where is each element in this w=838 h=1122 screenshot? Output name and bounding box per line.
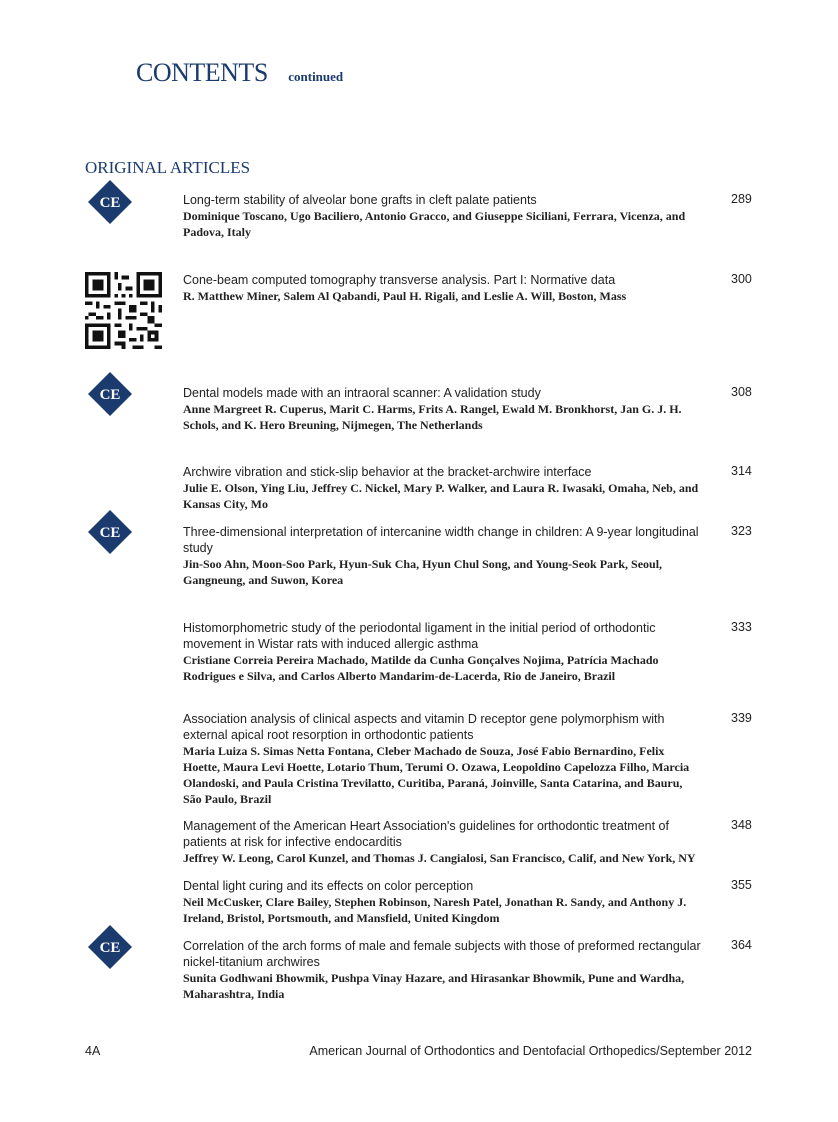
article-page-number: 323 [731, 524, 752, 538]
article-authors: R. Matthew Miner, Salem Al Qabandi, Paul H. Rigali, and Leslie A. Will, Boston, Mass [183, 289, 627, 303]
article-page-number: 364 [731, 938, 752, 952]
article-entry[interactable] [183, 711, 703, 807]
article-title[interactable]: Three-dimensional interpretation of intercanine width change in children: A 9-year longitudinal study [183, 525, 699, 555]
article-page-number: 300 [731, 272, 752, 286]
article-page-number: 289 [731, 192, 752, 206]
article-entry[interactable] [183, 878, 703, 926]
article-authors: Julie E. Olson, Ying Liu, Jeffrey C. Nickel, Mary P. Walker, and Laura R. Iwasaki, Omaha, Neb, and Kansas City, Mo [183, 481, 699, 511]
ce-label: CE [99, 940, 121, 956]
article-authors: Dominique Toscano, Ugo Baciliero, Antonio Gracco, and Giuseppe Siciliani, Ferrara, Vicenza, and Padova, Italy [183, 209, 686, 239]
article-page-number: 308 [731, 385, 752, 399]
article-title[interactable]: Correlation of the arch forms of male and female subjects with those of preformed rectangular nickel-titanium archwires [183, 939, 701, 969]
article-title[interactable]: Archwire vibration and stick-slip behavior at the bracket-archwire interface [183, 465, 592, 479]
article-entry[interactable] [183, 192, 703, 240]
article-title[interactable]: Long-term stability of alveolar bone grafts in cleft palate patients [183, 193, 537, 207]
ce-label: CE [99, 387, 121, 403]
ce-label: CE [99, 195, 121, 211]
article-authors: Jin-Soo Ahn, Moon-Soo Park, Hyun-Suk Cha, Hyun Chul Song, and Young-Seok Park, Seoul, Gangneung, and Suwon, Korea [183, 557, 663, 587]
section-title: ORIGINAL ARTICLES [85, 158, 251, 177]
article-title[interactable]: Association analysis of clinical aspects and vitamin D receptor gene polymorphism with external apical root resorption in orthodontic patients [183, 712, 665, 742]
article-page-number: 355 [731, 878, 752, 892]
contents-header [136, 58, 343, 88]
footer-page-number: 4A [85, 1044, 101, 1058]
article-title[interactable]: Cone-beam computed tomography transverse analysis. Part I: Normative data [183, 273, 616, 287]
article-page-number: 314 [731, 464, 752, 478]
qr-code-icon[interactable] [85, 272, 162, 349]
ce-label: CE [99, 525, 121, 541]
ce-badge-icon [88, 510, 132, 554]
article-title[interactable]: Dental light curing and its effects on color perception [183, 879, 474, 893]
article-authors: Jeffrey W. Leong, Carol Kunzel, and Thomas J. Cangialosi, San Francisco, Calif, and New York, NY [183, 851, 696, 865]
article-entry[interactable] [183, 272, 703, 304]
article-entry[interactable] [183, 818, 703, 866]
article-page-number: 339 [731, 711, 752, 725]
article-title[interactable]: Histomorphometric study of the periodontal ligament in the initial period of orthodontic movement in Wistar rats with induced allergic asthma [183, 621, 656, 651]
page-title: CONTENTS [136, 58, 268, 87]
page-subtitle: continued [288, 69, 344, 84]
ce-badge-icon [88, 925, 132, 969]
article-entry[interactable] [183, 620, 703, 684]
footer-journal: American Journal of Orthodontics and Dentofacial Orthopedics/September 2012 [309, 1044, 752, 1058]
ce-badge-icon [88, 372, 132, 416]
article-authors: Sunita Godhwani Bhowmik, Pushpa Vinay Hazare, and Hirasankar Bhowmik, Pune and Wardha, Maharashtra, India [183, 971, 685, 1001]
article-page-number: 348 [731, 818, 752, 832]
article-authors: Anne Margreet R. Cuperus, Marit C. Harms, Frits A. Rangel, Ewald M. Bronkhorst, Jan G. J. H. Schols, and K. Hero Breuning, Nijmegen, The Netherlands [183, 402, 682, 432]
article-title[interactable]: Management of the American Heart Association's guidelines for orthodontic treatment of patients at risk for infective endocarditis [183, 819, 669, 849]
article-entry[interactable] [183, 464, 703, 512]
article-entry[interactable] [183, 385, 703, 433]
ce-badge-icon [88, 180, 132, 224]
article-authors: Cristiane Correia Pereira Machado, Matilde da Cunha Gonçalves Nojima, Patrícia Machado Rodrigues e Silva, and Carlos Alberto Mandarim-de-Lacerda, Rio de Janeiro, Brazil [183, 653, 659, 683]
article-title[interactable]: Dental models made with an intraoral scanner: A validation study [183, 386, 541, 400]
article-entry[interactable] [183, 938, 703, 1002]
article-entry[interactable] [183, 524, 703, 588]
article-authors: Maria Luiza S. Simas Netta Fontana, Cleber Machado de Souza, José Fabio Bernardino, Felix Hoette, Maura Levi Hoette, Lotario Thum, Terumi O. Ozawa, Leopoldino Capelozza Filho, Marcia Olandoski, and Paula Cristina Trevilatto, Curitiba, Paraná, Joinville, Santa Catarina, and Bauru, São Paulo, Brazil [183, 744, 690, 806]
article-authors: Neil McCusker, Clare Bailey, Stephen Robinson, Naresh Patel, Jonathan R. Sandy, and Anthony J. Ireland, Bristol, Portsmouth, and Mansfield, United Kingdom [183, 895, 687, 925]
article-page-number: 333 [731, 620, 752, 634]
